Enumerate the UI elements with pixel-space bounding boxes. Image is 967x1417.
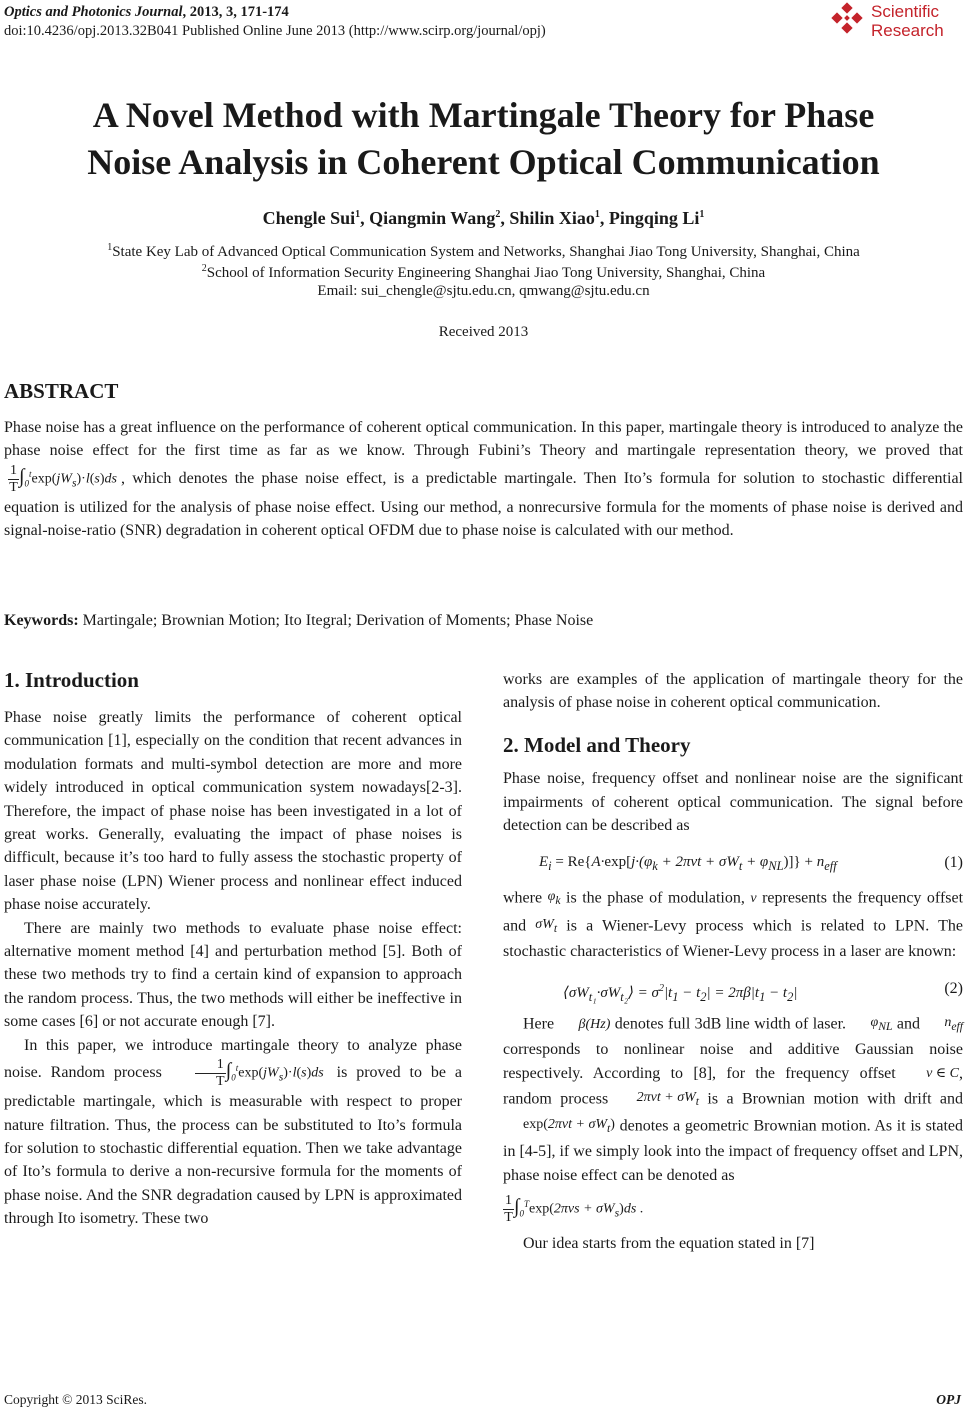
equation-1-body: $E_i = Re\{A\cdot\exp[j\cdot(\varphi_k + 2\pi\nu t + \sigma W_t + \varphi_{NL})]\} + n_{eff}$	[539, 854, 837, 874]
p3-part-f: is a Brownian motion with drift and	[707, 1090, 964, 1108]
model-paragraph-4: Our idea starts from the equation stated in [7]	[523, 1235, 815, 1253]
author-3: Shilin Xiao	[509, 208, 595, 228]
section-1-heading: 1. Introduction	[4, 668, 139, 692]
author-4-sup: 1	[699, 209, 705, 220]
nu-in-c-symbol: ν ∈ C	[926, 1066, 960, 1082]
frac-1-over-t-2: $\frac{1}{T}$	[195, 1057, 226, 1090]
doi-line: doi:10.4236/opj.2013.32B041 Published Online June 2013 (http://www.scirp.org/journal/opj)	[4, 23, 546, 39]
p2-part-b: is the phase of modulation,	[566, 889, 745, 907]
p3-part-g: denotes a geometric Brownian motion. As it is stated in [4-5], if we simply look into the impact of frequency offset and LPN, phase noise effect can be denoted as	[503, 1117, 963, 1184]
author-list: Chengle Sui$^1$, Qiangmin Wang$^2$, Shilin Xiao$^1$, Pingqing Li$^1$	[262, 208, 705, 228]
phase-noise-effect-formula	[503, 1193, 963, 1226]
equation-1	[503, 837, 963, 885]
n-eff-symbol: $n_{eff}$	[944, 1015, 964, 1034]
paper-title	[0, 92, 967, 186]
sigma-w-symbol: $\sigma W_t$	[535, 916, 558, 935]
p2-part-c: represents the frequency offset and	[503, 889, 964, 934]
beta-symbol: β(Hz)	[578, 1017, 611, 1033]
title-line-1: A Novel Method with Martingale Theory for Phase	[92, 95, 875, 135]
abstract-body	[4, 416, 963, 543]
author-2: Qiangmin Wang	[369, 208, 496, 228]
journal-citation: , 2013, 3, 171-174	[182, 4, 289, 20]
logo-mark-icon	[829, 2, 869, 42]
abstract-part-1: Phase noise has a great influence on the performance of coherent optical communication. In this paper, martingale theory is introduced to analyze the phase noise effect for the first time as far as we know. Through Fubini’s Theory and martingale representation theory, we proved that	[4, 419, 963, 460]
col2-continuation: works are examples of the application of martingale theory for the analysis of phase noise in coherent optical communication.	[503, 671, 963, 712]
author-3-sup: 1	[594, 209, 600, 220]
author-2-sup: 2	[495, 209, 501, 220]
p3-part-a: Here	[523, 1015, 555, 1033]
intro-p3-part-b: is proved to be a predictable martingale, which is measurable with respect to proper nature filtration. Thus, the process can be substituted to Ito’s formula for solution to stochastic differential equation. Then we take advantage of Ito’s formula to derive a non-recursive formula for the moments of phase noise. And the SNR degradation caused by LPN is approximated through Ito isometry. These two	[4, 1064, 463, 1228]
model-paragraph-3	[503, 1011, 963, 1187]
received-date: Received 2013	[438, 324, 529, 340]
model-paragraph-1: Phase noise, frequency offset and nonlinear noise are the significant impairments of coherent optical communication. The signal before detection can be described as	[503, 770, 963, 835]
logo-line-1: Scientific	[871, 2, 940, 21]
author-4: Pingqing Li	[608, 208, 700, 228]
author-1: Chengle Sui	[262, 208, 356, 228]
aff-2-text: School of Information Security Engineering Shanghai Jiao Tong University, Shanghai, China	[206, 265, 766, 281]
p3-part-e: , random process	[503, 1064, 964, 1108]
frac-1-over-t-3: $\frac{1}{T}$	[504, 1193, 513, 1226]
intro-paragraph-1: Phase noise greatly limits the performance of coherent optical communication [1], especially on the condition that recent advances in modulation formats and multi-symbol detection are more and more widely introduced in optical communication system nowadays[2-3]. Therefore, the impact of phase noise has been investigated in a lot of great works. Generally, evaluating the impact of phase noises is difficult, because it’s too hard to fully assess the stochastic property of laser phase noise (LPN) Wiener process and nonlinear effect induced phase noise accurately.	[4, 709, 462, 914]
journal-header	[4, 3, 546, 41]
aff-2-sup: 2	[201, 263, 207, 274]
aff-1-sup: 1	[107, 242, 113, 253]
keywords-label: Keywords:	[4, 612, 79, 629]
footer-journal-abbrev: OPJ	[936, 1392, 961, 1407]
left-column	[4, 706, 462, 1231]
equation-2-body: $⟨\sigma W_{t_1}\cdot\sigma W_{t_2}⟩ = \sigma^2|t_1 - t_2| = 2\pi\beta|t_1 - t_2|$	[563, 983, 798, 1005]
publisher-logo	[829, 2, 959, 44]
model-paragraph-2	[503, 885, 963, 963]
p3-part-b: denotes full 3dB line width of laser.	[614, 1015, 847, 1033]
p3-part-c: and	[896, 1015, 920, 1033]
equation-2-number: (2)	[944, 980, 963, 998]
abstract-part-2: , which denotes the phase noise effect, is a predictable martingale. Then Ito’s formula for solution to stochastic differential equation is utilized for the analysis of phase noise effect. Using our method, a nonrecursive formula for the moments of phase noise is derived and signal-noise-ratio (SNR) degradation in coherent optical OFDM due to phase noise is calculated with our method.	[4, 469, 963, 540]
abstract-heading: ABSTRACT	[4, 379, 119, 403]
random-process-formula: $\frac{1}{T}$ $\int_0^t\exp(jW_s)\cdot l(s)ds$	[175, 1057, 324, 1090]
intro-p3-part-a: In this paper, we introduce martingale theory to analyze phase noise. Random process	[4, 1036, 462, 1082]
section-2-heading: 2. Model and Theory	[503, 732, 691, 757]
p3-part-d: corresponds to nonlinear noise and additive Gaussian noise respectively. According to [8], for the frequency offset	[503, 1041, 963, 1082]
intro-paragraph-3	[4, 1034, 462, 1231]
title-line-2: Noise Analysis in Coherent Optical Communication	[87, 142, 880, 182]
abstract-formula: $\frac{1}{T}$ $\int_0^t\exp(jW_s)\cdot l(s)ds$	[9, 462, 117, 495]
phase-noise-integral: $\frac{1}{T}$ $\int_0^T\exp(2\pi\nu s + \sigma W_s)ds$ .	[504, 1193, 644, 1226]
author-1-sup: 1	[355, 209, 361, 220]
p2-part-d: is a Wiener-Levy process which is related to LPN. The stochastic characteristics of Wiener-Levy process in a laser are known:	[503, 916, 963, 960]
brownian-drift-symbol: $2\pi\nu t + \sigma W_t$	[636, 1089, 700, 1108]
keywords-text: Martingale; Brownian Motion; Ito Itegral; Derivation of Moments; Phase Noise	[78, 612, 594, 629]
logo-line-2: Research	[871, 21, 944, 40]
equation-1-number: (1)	[944, 854, 963, 872]
phi-nl-symbol: $\varphi_{NL}$	[870, 1015, 893, 1034]
aff-1-text: State Key Lab of Advanced Optical Communication System and Networks, Shanghai Jiao Tong University, Shanghai, China	[112, 244, 860, 260]
right-column	[503, 668, 963, 1256]
frac-1-over-t: $\frac{1}{T}$	[9, 462, 18, 495]
footer-copyright: Copyright © 2013 SciRes.	[4, 1392, 148, 1407]
phi-k-symbol: $\varphi_k$	[547, 889, 561, 908]
intro-paragraph-2: There are mainly two methods to evaluate phase noise effect: alternative moment method [4] and perturbation method [5]. Both of these two methods try to find a certain kind of expansion to approach the random process. Thus, the two methods will either be ineffective in some cases [6] or not accurate enough [7].	[4, 919, 462, 1031]
equation-2	[503, 963, 963, 1011]
p2-part-a: where	[503, 889, 543, 907]
geometric-brownian-symbol: $\exp(2\pi\nu t + \sigma W_t)$	[523, 1117, 615, 1135]
keywords-line	[4, 609, 963, 632]
affiliation-2	[0, 259, 967, 283]
journal-name: Optics and Photonics Journal	[4, 4, 183, 20]
nu-symbol: ν	[750, 891, 757, 907]
email-line: Email: sui_chengle@sjtu.edu.cn, qmwang@sjtu.edu.cn	[317, 283, 650, 299]
